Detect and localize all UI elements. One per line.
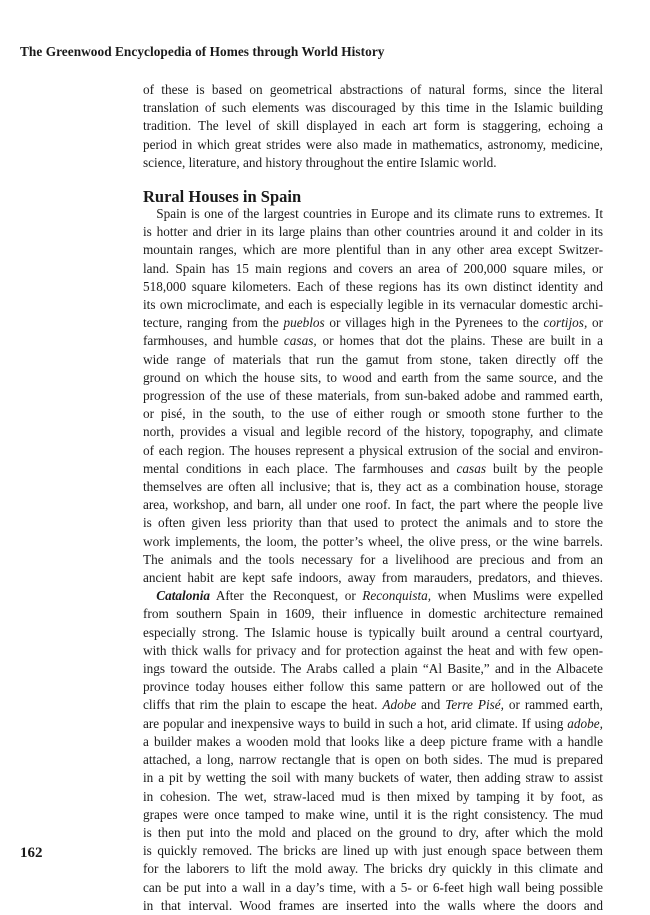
text-line: is hotter and drier in its large plains than other countries around it and colder in its [143, 224, 603, 240]
text-line: of each region. The houses represent a physical extrusion of the social and environ- [143, 442, 603, 458]
text-line: its own microclimate, and each is especially legible in its vernacular domestic archi- [143, 297, 603, 313]
intro-paragraph [143, 81, 603, 172]
text-line: wide range of materials that run the gamut from stone, taken directly off the [143, 351, 603, 367]
text-line: work implements, the loom, the potter’s wheel, the olive press, or the wine barrels. [143, 533, 603, 549]
text-line: translation of such elements was discouraged by this time in the Islamic building [143, 100, 603, 116]
text-line: cliffs that rim the plain to escape the heat. Adobe and Terre Pisé, or rammed earth, [143, 697, 603, 713]
text-line: mountain ranges, which are more plentiful than in any other area except Switzer- [143, 242, 603, 258]
text-line: The animals and the tools necessary for a livelihood are precious and from an [143, 551, 603, 567]
text-line: tradition. The level of skill displayed in each art form is staggering, echoing a [143, 118, 603, 134]
text-line: ground on which the house sits, to wood and earth from the same source, and the [143, 369, 603, 385]
text-line: north, provides a visual and legible record of the history, topography, and climate [143, 424, 603, 440]
text-line: mental conditions in each place. The farmhouses and casas built by the people [143, 460, 603, 476]
text-line: ancient habit are kept safe indoors, away from marauders, predators, and thieves. [143, 570, 603, 586]
section-heading: Rural Houses in Spain [143, 187, 302, 206]
text-line: especially strong. The Islamic house is typically built around a central courtyard, [143, 624, 603, 640]
text-line: 518,000 square kilometers. Each of these regions has its own distinct identity and [143, 278, 603, 294]
text-line: a builder makes a wooden mold that looks like a deep picture frame with a handle [143, 733, 603, 749]
text-line: attached, a long, narrow rectangle that is open on both sides. The mud is prepared [143, 752, 603, 768]
text-line: ings toward the outside. The Arabs called a plain “Al Basite,” and in the Albacete [143, 661, 603, 677]
text-line: in that interval. Wood frames are inserted into the walls where the doors and [143, 897, 603, 913]
text-line: for the laborers to lift the mold away. The bricks dry quickly in this climate and [143, 861, 603, 877]
text-line: in cohesion. The wet, straw-laced mud is then mixed by tamping it by foot, as [143, 788, 603, 804]
text-line: Spain is one of the largest countries in Europe and its climate runs to extremes. It [143, 206, 603, 221]
text-line: of these is based on geometrical abstractions of natural forms, since the literal [143, 82, 603, 97]
text-line: farmhouses, and humble casas, or homes that dot the plains. These are built in a [143, 333, 603, 349]
text-line: is then put into the mold and placed on the ground to dry, after which the mold [143, 824, 603, 840]
text-line: is quickly removed. The bricks are lined up with just enough space between them [143, 843, 603, 859]
text-line: area, workshop, and barn, all under one roof. In fact, the part where the people live [143, 497, 603, 513]
text-line: grapes were once tamped to make wine, until it is the right consistency. The mud [143, 806, 603, 822]
page-number: 162 [20, 845, 43, 861]
text-line: from southern Spain in 1609, their influence in domestic architecture remained [143, 606, 603, 622]
text-line: tecture, ranging from the pueblos or villages high in the Pyrenees to the cortijos, or [143, 315, 603, 331]
text-line: are popular and inexpensive ways to build in such a hot, arid climate. If using adobe, [143, 715, 603, 731]
text-line: land. Spain has 15 main regions and covers an area of 200,000 square miles, or [143, 260, 603, 276]
text-line: Catalonia After the Reconquest, or Reconquista, when Muslims were expelled [156, 588, 603, 604]
text-line: or pisé, in the south, to the use of either rough or smooth stone further to the [143, 406, 603, 422]
text-line: progression of the use of these materials, from sun-baked adobe and rammed earth, [143, 388, 603, 404]
text-line: can be put into a wall in a day’s time, with a 5- or 6-feet high wall being possible [143, 879, 603, 895]
text-line: themselves are often all inclusive; that is, they act as a combination house, storage [143, 479, 603, 495]
text-line: with thick walls for privacy and for protection against the heat and with few open- [143, 642, 603, 658]
body-text [143, 205, 603, 915]
text-line: is often given less priority than that used to protect the animals and to store the [143, 515, 603, 531]
text-line: province today houses either follow this same pattern or are hollowed out of the [143, 679, 603, 695]
text-line: science, literature, and history throughout the entire Islamic world. [143, 154, 497, 170]
text-line: period in which great strides were also made in mathematics, astronomy, medicine, [143, 136, 603, 152]
text-line: in a pit by wetting the soil with many buckets of water, then adding straw to assist [143, 770, 603, 786]
running-head: The Greenwood Encyclopedia of Homes through World History [20, 44, 385, 59]
